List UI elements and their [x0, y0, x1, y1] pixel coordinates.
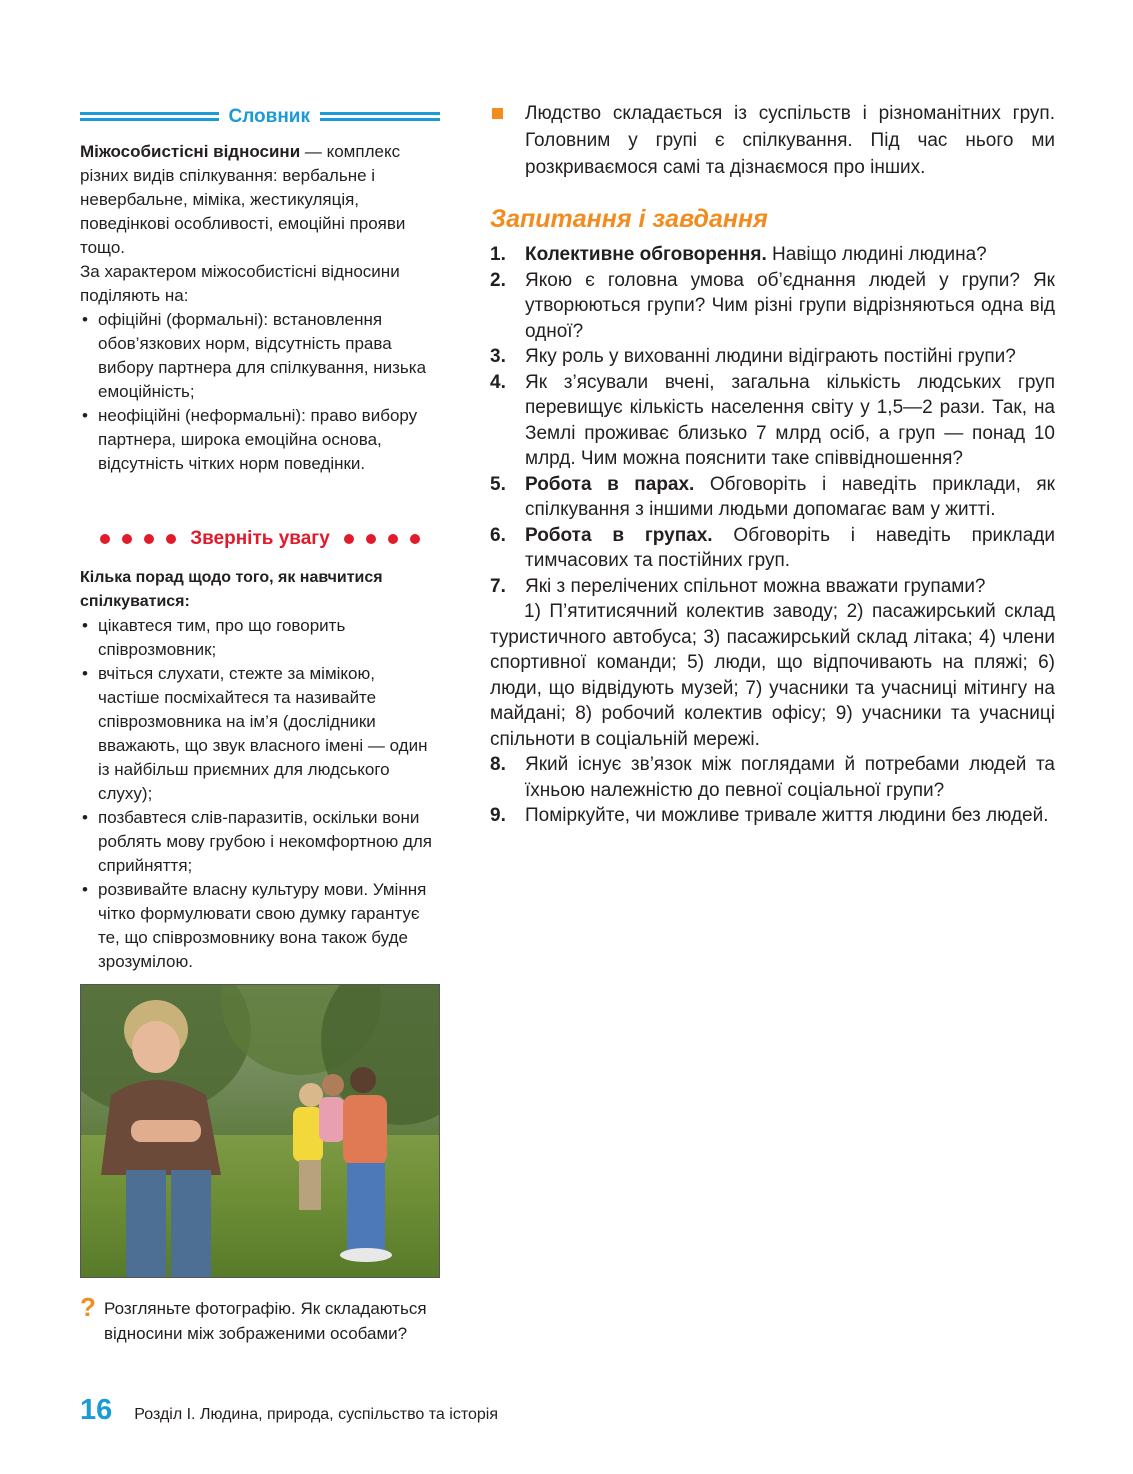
task-text: Обговоріть і наведіть приклади тимчасових та постійних груп.: [525, 524, 1055, 571]
task-label: Робота в групах.: [525, 524, 713, 546]
question-icon: ?: [80, 1292, 96, 1322]
tasks-list: [490, 242, 1055, 829]
people-illustration: [81, 985, 439, 1277]
decorative-dots: [344, 534, 420, 544]
page-footer: [80, 1394, 498, 1427]
task-item: [490, 752, 1055, 803]
task-number: 5.: [490, 473, 506, 495]
questions-title: Запитання і завдання: [490, 205, 768, 233]
task-text: Який існує зв’язок між поглядами й потребами людей та їхньою належністю до певної соціальної групи?: [525, 754, 1055, 801]
tips-list: [80, 614, 440, 974]
task-number: 3.: [490, 346, 506, 367]
page-number: 16: [80, 1394, 113, 1426]
task-number: 2.: [490, 269, 506, 291]
photo-children-in-park: [80, 984, 440, 1278]
task-item: [490, 242, 1055, 268]
photo-question-text: Розгляньте фотографію. Як складаються відносини між зображеними особами?: [104, 1299, 427, 1343]
task-options: 1) П’ятитисячний колектив заводу; 2) пасажирський склад туристичного автобуса; 3) пасажирський склад літака; 4) члени спортивної команди; 5) люди, що відпочивають на пляжі; 6) люди, що відвідують музей; 7) учасники та учасниці мітингу на майдані; 8) робочий колектив офісу; 9) учасники та учасниці спільноти в соціальній мережі.: [490, 601, 1055, 750]
decorative-dots: [100, 534, 176, 544]
task-text: Поміркуйте, чи можливе тривале життя людини без людей.: [525, 805, 1049, 826]
glossary-def-text: — комплекс різних видів спілкування: вербальне і невербальне, міміка, жестикуляція, поведінкові особливості, емоційні прояви тощо.: [80, 142, 406, 257]
glossary-definition: [80, 140, 440, 260]
square-bullet-icon: [492, 108, 503, 119]
sidebar: [80, 100, 440, 974]
list-item: • цікавтеся тим, про що говорить співрозмовник;: [80, 614, 440, 662]
task-text: Обговоріть і наведіть приклади, як спілкування з іншими людьми допомагає вам у житті.: [525, 473, 1055, 520]
task-item: [490, 523, 1055, 574]
task-item: [490, 574, 1055, 600]
classification-intro: За характером міжособистісні відносини поділяють на:: [80, 262, 400, 305]
divider: [320, 110, 440, 124]
task-text: Як з’ясували вчені, загальна кількість людських груп перевищує кількість населення світу у 1,5—2 рази. Так, на Землі проживає близько 7 млрд осіб, а груп — понад 10 млрд. Чим можна пояснити таке співвідношення?: [525, 371, 1055, 469]
task-number: 4.: [490, 371, 506, 393]
task-item: [490, 472, 1055, 523]
task-label: Колективне обговорення.: [525, 244, 767, 265]
glossary-title: Словник: [228, 106, 310, 127]
attention-title: Зверніть увагу: [190, 528, 330, 549]
attention-header: [80, 522, 440, 556]
list-item: • офіційні (формальні): встановлення обов’язкових норм, відсутність права вибору партнера для спілкування, низька емоційність;: [80, 308, 440, 404]
intro-text: Людство складається із суспільств і різноманітних груп. Головним у групі є спілкування. Під час нього ми розкриваємося самі та дізнаємося про інших.: [525, 103, 1055, 178]
task-number: 6.: [490, 524, 506, 546]
list-item: • розвивайте власну культуру мови. Уміння чітко формулювати свою думку гарантує те, що співрозмовнику вона також буде зрозумілою.: [80, 878, 440, 974]
task-item: [490, 803, 1055, 829]
glossary-term: Міжособистісні відносини: [80, 142, 301, 161]
task-text: Навіщо людині людина?: [766, 244, 987, 265]
tips-lead: Кілька порад щодо того, як навчитися спілкуватися:: [80, 569, 383, 610]
task-item: [490, 268, 1055, 345]
divider: [80, 110, 219, 124]
main-column: [490, 100, 1055, 829]
task-label: Робота в парах.: [525, 473, 695, 495]
task-number: 7.: [490, 575, 506, 597]
classification-list: [80, 308, 440, 476]
photo-question: [80, 1292, 440, 1346]
task-item: [490, 370, 1055, 472]
task-number: 1.: [490, 244, 506, 265]
task-text: Якою є головна умова об’єднання людей у групи? Як утворюються групи? Чим різні групи відрізняються одна від одної?: [525, 269, 1055, 342]
list-item: • позбавтеся слів-паразитів, оскільки вони роблять мову грубою і некомфортною для сприйняття;: [80, 806, 440, 878]
glossary-header: [80, 100, 440, 134]
list-item: • вчіться слухати, стежте за мімікою, частіше посміхайтеся та називайте співрозмовника на ім’я (дослідники вважають, що звук власного імені — один із найбільш приємних для людського слуху);: [80, 662, 440, 806]
task-item: [490, 344, 1055, 370]
task-text: Які з перелічених спільнот можна вважати групами?: [525, 575, 986, 597]
task-number: 9.: [490, 805, 506, 826]
intro-paragraph: [490, 100, 1055, 181]
task-text: Яку роль у вихованні людини відіграють постійні групи?: [525, 346, 1016, 367]
task-number: 8.: [490, 754, 506, 775]
list-item: • неофіційні (неформальні): право вибору партнера, широка емоційна основа, відсутність чітких норм поведінки.: [80, 404, 440, 476]
running-title: Розділ I. Людина, природа, суспільство та історія: [134, 1406, 498, 1423]
